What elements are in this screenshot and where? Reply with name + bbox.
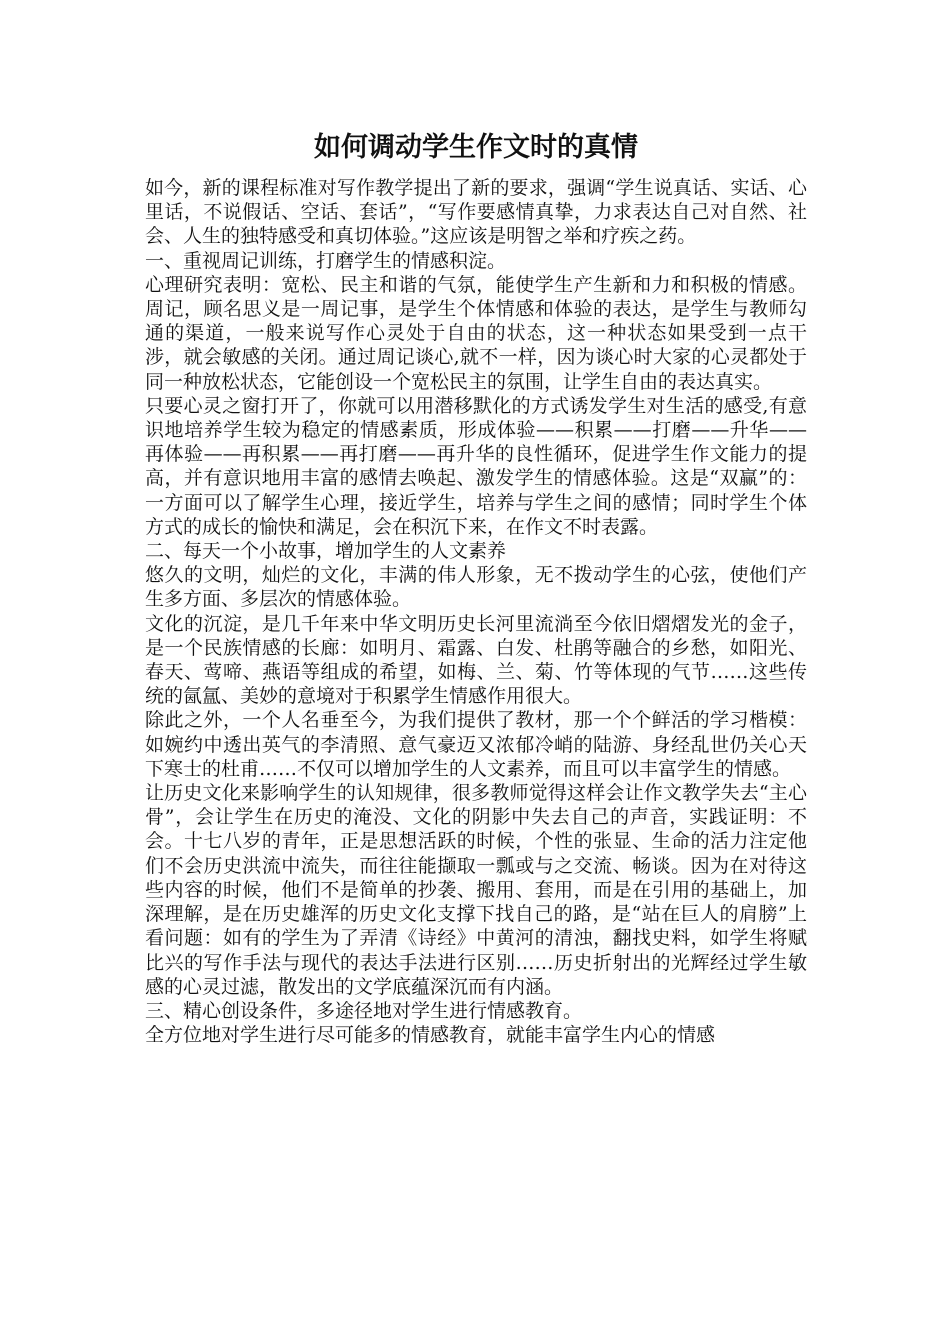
section-heading-3: 三、精心创设条件，多途径地对学生进行情感教育。 (145, 999, 583, 1022)
section-heading-2: 二、每天一个小故事，增加学生的人文素养 (145, 540, 507, 563)
document-title: 如何调动学生作文时的真情 (314, 132, 638, 163)
paragraph: 心理研究表明：宽松、民主和谐的气氛，能使学生产生新和力和积极的情感。周记，顾名思义是一周记事，是学生个体情感和体验的表达，是学生与教师勾通的渠道，一般来说写作心灵处于自由的状态，这一种状态如果受到一点干涉，就会敏感的关闭。通过周记谈心,就不一样，因为谈心时大家的心灵都处于同一种放松状态，它能创设一个宽松民主的氛围，让学生自由的表达真实。 (145, 273, 807, 393)
paragraph-intro: 如今，新的课程标准对写作教学提出了新的要求，强调“学生说真话、实话、心里话，不说假话、空话、套话”，“写作要感情真挚，力求表达自己对自然、社会、人生的独特感受和真切体验。”这应该是明智之举和疗疾之药。 (145, 177, 807, 248)
paragraph: 让历史文化来影响学生的认知规律，很多教师觉得这样会让作文教学失去“主心骨”，会让学生在历史的淹没、文化的阴影中失去自己的声音，实践证明：不会。十七八岁的青年，正是思想活跃的时候，个性的张显、生命的活力注定他们不会历史洪流中流失，而往往能撷取一瓢或与之交流、畅谈。因为在对待这些内容的时候，他们不是简单的抄袭、搬用、套用，而是在引用的基础上，加深理解，是在历史雄浑的历史文化支撑下找自己的路，是“站在巨人的肩膀”上看问题：如有的学生为了弄清《诗经》中黄河的清浊，翻找史料，如学生将赋比兴的写作手法与现代的表达手法进行区别……历史折射出的光辉经过学生敏感的心灵过滤，散发出的文学底蕴深沉而有内涵。 (145, 782, 807, 998)
paragraph: 除此之外，一个人名垂至今，为我们提供了教材，那一个个鲜活的学习楷模：如婉约中透出英气的李清照、意气豪迈又浓郁冷峭的陆游、身经乱世仍关心天下寒士的杜甫……不仅可以增加学生的人文素养，而且可以丰富学生的情感。 (145, 709, 807, 780)
document-page (145, 128, 807, 1047)
paragraph: 全方位地对学生进行尽可能多的情感教育，就能丰富学生内心的情感 (145, 1024, 716, 1047)
section-heading-1: 一、重视周记训练，打磨学生的情感积淀。 (145, 249, 507, 272)
paragraph: 悠久的文明，灿烂的文化，丰满的伟人形象，无不拨动学生的心弦，使他们产生多方面、多层次的情感体验。 (145, 564, 807, 611)
paragraph: 只要心灵之窗打开了，你就可以用潜移默化的方式诱发学生对生活的感受,有意识地培养学生较为稳定的情感素质，形成体验——积累——打磨——升华——再体验——再积累——再打磨——再升华的良性循环，促进学生作文能力的提高，并有意识地用丰富的感情去唤起、激发学生的情感体验。这是“双赢”的：一方面可以了解学生心理，接近学生，培养与学生之间的感情；同时学生个体方式的成长的愉快和满足，会在积沉下来，在作文不时表露。 (145, 394, 807, 538)
paragraph: 文化的沉淀，是几千年来中华文明历史长河里流淌至今依旧熠熠发光的金子，是一个民族情感的长廊：如明月、霜露、白发、杜鹃等融合的乡愁，如阳光、春天、莺啼、燕语等组成的希望，如梅、兰、菊、竹等体现的气节……这些传统的氤氲、美妙的意境对于积累学生情感作用很大。 (145, 612, 807, 708)
